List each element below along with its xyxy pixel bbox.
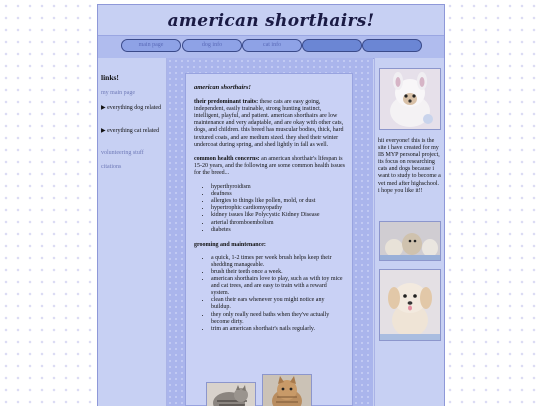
list-item: • clean their ears whenever you might notice any buildup. [211,297,345,311]
right-sidebar [374,58,445,406]
dog-costume-photo [379,68,441,130]
bio-text: hii everyone! this is the site i have created for my IB MYP personal project, its focus on researching cats and dogs because i want to study to become a vet med after highschool. i hope you like it!! [378,138,441,194]
health-paragraph [194,156,345,177]
health-text: an american shorthair's lifespan is 15-20 years, and the following are some common health issues for the breed... [194,155,345,176]
list-item: • american shorthairs love to play, such as with toy mice and cat trees, and are easy to train with a reward system. [211,276,345,297]
link-dog-related[interactable]: ▶ everything dog related [101,105,162,111]
link-cat-related[interactable]: ▶ everything cat related [101,128,160,134]
site-title: american shorthairs! [167,11,375,31]
kitten-photo [262,374,312,406]
list-item: • kidney issues like Polycystic Kidney Disease [211,212,345,219]
dog-toys-photo [379,221,441,261]
traits-paragraph [194,99,345,149]
list-item: • trim an american shorthair's nails regularly. [211,326,345,333]
nav-bar [98,35,444,59]
main-column [167,58,373,406]
grooming-list [194,255,345,333]
link-volunteering[interactable]: volunteering stuff [101,150,144,156]
grooming-label: grooming and maintenance: [194,241,266,248]
nav-dog-info-button[interactable]: dog info [182,39,242,52]
health-list [194,184,345,234]
nav-button-5[interactable] [362,39,422,52]
list-item: • allergies to things like pollen, mold, or dust [211,198,345,205]
list-item: • hyperthyroidism [211,184,345,191]
list-item: • arterial thromboembolism [211,220,345,227]
article-card [185,73,353,406]
puppy-photo [379,269,441,341]
list-item: • brush their teeth once a week. [211,269,345,276]
health-label: common health concerns: [194,155,260,162]
nav-main-page-button[interactable]: main page [121,39,181,52]
links-title: links! [101,73,119,82]
list-item: • a quick, 1-2 times per week brush helps keep their shedding manageable. [211,255,345,269]
nav-button-4[interactable] [302,39,362,52]
list-item: • they only really need baths when they've actually become dirty. [211,312,345,326]
grooming-heading-paragraph [194,242,345,249]
link-citations[interactable]: citations [101,164,122,170]
links-sidebar [98,58,167,406]
link-main-page[interactable]: my main page [101,90,135,96]
page-frame [97,4,445,406]
traits-text: these cats are easy going, independent, easily trainable, strong hunting instinct, intelligent, playful, and patient. american shorthairs are low maintenance and very adaptable, and are okay with other cats, dogs, and children. this breed has muscular bodies, thick, hard textured coats, and are medium sized. they shed their winter undercoat during spring, and shed lightly in fall as well. [194,99,344,148]
nav-cat-info-button[interactable]: cat info [242,39,302,52]
list-item: • hypertrophic cardiomyopathy [211,205,345,212]
article-heading: american shorthairs! [194,84,251,91]
traits-label: their predominant traits: [194,99,259,106]
list-item: • deafness [211,191,345,198]
tabby-cat-photo [206,382,256,406]
list-item: • diabetes [211,227,345,234]
